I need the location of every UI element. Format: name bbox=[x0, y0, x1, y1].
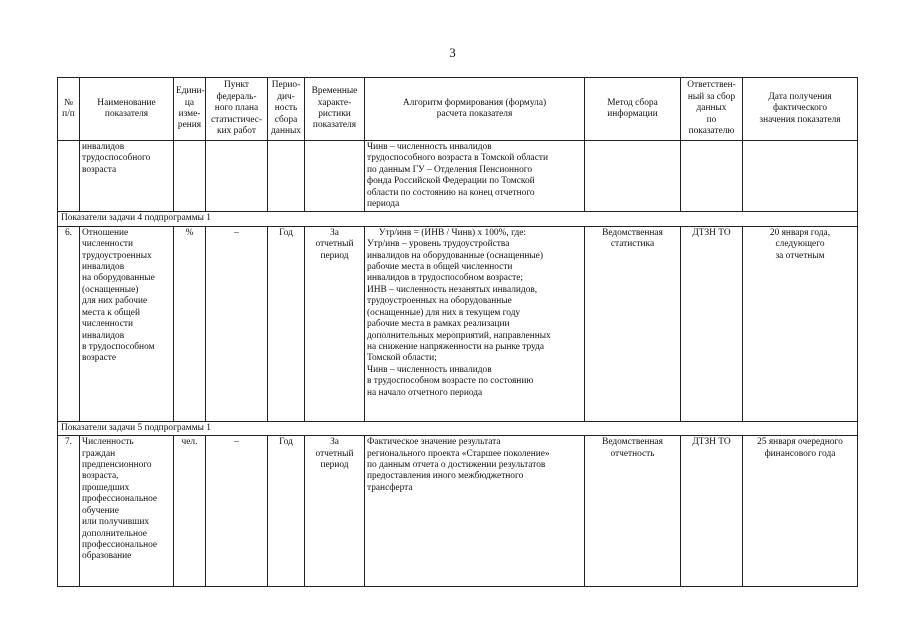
date-cell: 20 января года, следующего за отчетным bbox=[743, 226, 858, 421]
header-date: Дата получения фактического значения показателя bbox=[743, 78, 858, 141]
indicators-table bbox=[57, 77, 858, 587]
responsible-cell: ДТЗН ТО bbox=[681, 436, 743, 587]
unit-cell: % bbox=[174, 226, 206, 421]
indicator-name: Численность граждан предпенсионного возраста, прошедших профессиональное обучение или получивших дополнительное профессиональное образование bbox=[80, 436, 174, 587]
method-cell: Ведомственная статистика bbox=[585, 226, 681, 421]
indicator-name: инвалидов трудоспособного возраста bbox=[80, 141, 174, 212]
time-cell: За отчетный период bbox=[305, 226, 365, 421]
page-number: 3 bbox=[449, 45, 456, 60]
plan-cell: – bbox=[206, 226, 268, 421]
date-cell: 25 января очередного финансового года bbox=[743, 436, 858, 587]
header-name: Наименование показателя bbox=[80, 78, 174, 141]
header-unit: Едини- ца изме- рения bbox=[174, 78, 206, 141]
row-number: 6. bbox=[58, 226, 80, 421]
section-header-task-4: Показатели задачи 4 подпрограммы 1 bbox=[58, 212, 858, 226]
table-row bbox=[58, 141, 858, 212]
indicator-formula: Чинв – численность инвалидов трудоспособного возраста в Томской области по данным ГУ – Отделения Пенсионного фонда Российской Федерации по Томской области по состоянию на конец отчетного периода bbox=[365, 141, 585, 212]
header-row bbox=[58, 78, 858, 141]
plan-cell: – bbox=[206, 436, 268, 587]
unit-cell: чел. bbox=[174, 436, 206, 587]
method-cell: Ведомственная отчетность bbox=[585, 436, 681, 587]
period-cell: Год bbox=[268, 436, 305, 587]
indicator-formula: Утр/инв = (ИНВ / Чинв) х 100%, где: Утр/инв – уровень трудоустройства инвалидов на оборудованные (оснащенные) рабочие места в общей численности инвалидов в трудоспособном возрасте; ИНВ – численность незанятых инвалидов, трудоустроенных на оборудованные (оснащенные) для них в текущем году рабочие места в рамках реализации дополнительных мероприятий, направленных на снижение напряженности на рынке труда Томской области; Чинв – численность инвалидов в трудоспособном возрасте по состоянию на начало отчетного периода bbox=[365, 226, 585, 421]
row-number: 7. bbox=[58, 436, 80, 587]
header-period: Перио- дич- ность сбора данных bbox=[268, 78, 305, 141]
header-time: Временные характе- ристики показателя bbox=[305, 78, 365, 141]
header-plan: Пункт федераль- ного плана статистичес- ких работ bbox=[206, 78, 268, 141]
table-row bbox=[58, 436, 858, 587]
time-cell: За отчетный период bbox=[305, 436, 365, 587]
indicator-formula: Фактическое значение результата регионального проекта «Старшее поколение» по данным отчета о достижении результатов предоставления иного межбюджетного трансферта bbox=[365, 436, 585, 587]
header-num: № п/п bbox=[58, 78, 80, 141]
period-cell: Год bbox=[268, 226, 305, 421]
header-algo: Алгоритм формирования (формула) расчета показателя bbox=[365, 78, 585, 141]
indicator-name: Отношение численности трудоустроенных инвалидов на оборудованные (оснащенные) для них рабочие места к общей численности инвалидов в трудоспособном возрасте bbox=[80, 226, 174, 421]
header-resp: Ответствен- ный за сбор данных по показателю bbox=[681, 78, 743, 141]
table-row bbox=[58, 226, 858, 421]
responsible-cell: ДТЗН ТО bbox=[681, 226, 743, 421]
section-header-task-5: Показатели задачи 5 подпрограммы 1 bbox=[58, 421, 858, 435]
header-method: Метод сбора информации bbox=[585, 78, 681, 141]
